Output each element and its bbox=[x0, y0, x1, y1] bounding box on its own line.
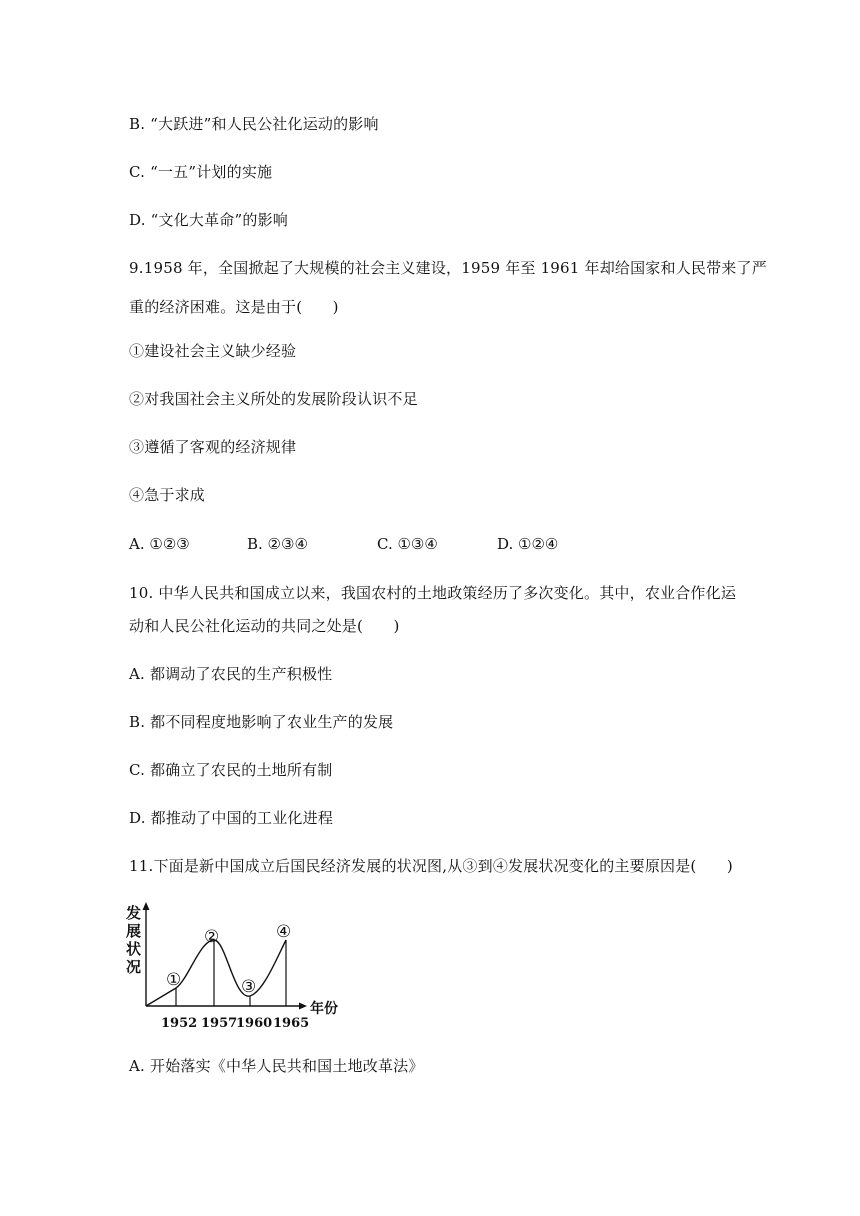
y-axis-label-char-4: 况 bbox=[126, 958, 142, 976]
point-label-1: ① bbox=[166, 970, 182, 990]
q8-option-b: B. “大跃进”和人民公社化运动的影响 bbox=[129, 115, 379, 133]
x-tick-1965: 1965 bbox=[273, 1016, 310, 1031]
q9-item-3: ③遵循了客观的经济规律 bbox=[129, 438, 297, 456]
q10-stem-line2: 动和人民公社化运动的共同之处是( ) bbox=[129, 617, 400, 635]
q11-option-a: A. 开始落实《中华人民共和国土地改革法》 bbox=[129, 1057, 424, 1075]
y-axis-label-char-1: 发 bbox=[126, 904, 142, 922]
development-chart bbox=[118, 900, 358, 1035]
point-label-4: ④ bbox=[276, 922, 292, 942]
q10-option-a: A. 都调动了农民的生产积极性 bbox=[129, 665, 333, 683]
point-label-3: ③ bbox=[241, 977, 257, 997]
q10-option-b: B. 都不同程度地影响了农业生产的发展 bbox=[129, 713, 394, 731]
q8-option-c: C. “一五”计划的实施 bbox=[129, 163, 273, 181]
q9-stem-line2: 重的经济困难。这是由于( ) bbox=[129, 298, 339, 316]
q10-option-c: C. 都确立了农民的土地所有制 bbox=[129, 761, 333, 779]
q9-choice-d: D. ①②④ bbox=[497, 535, 559, 553]
q9-choice-b: B. ②③④ bbox=[247, 535, 308, 553]
x-tick-1952: 1952 bbox=[161, 1016, 198, 1031]
q8-option-d: D. “文化大革命”的影响 bbox=[129, 211, 288, 229]
x-tick-1960: 1960 bbox=[236, 1016, 273, 1031]
q10-option-d: D. 都推动了中国的工业化进程 bbox=[129, 809, 334, 827]
y-axis-arrow bbox=[143, 902, 150, 910]
q10-stem-line1: 10. 中华人民共和国成立以来，我国农村的土地政策经历了多次变化。其中，农业合作化运 bbox=[129, 584, 737, 602]
y-axis-label-char-3: 状 bbox=[126, 940, 142, 958]
q9-item-1: ①建设社会主义缺少经验 bbox=[129, 342, 297, 360]
point-label-2: ② bbox=[204, 927, 220, 947]
q9-choice-c: C. ①③④ bbox=[377, 535, 438, 553]
q11-stem: 11.下面是新中国成立后国民经济发展的状况图,从③到④发展状况变化的主要原因是( ) bbox=[129, 857, 733, 875]
q9-item-2: ②对我国社会主义所处的发展阶段认识不足 bbox=[129, 390, 418, 408]
y-axis-label-char-2: 展 bbox=[126, 922, 142, 940]
q9-item-4: ④急于求成 bbox=[129, 486, 206, 504]
x-axis-arrow bbox=[299, 1003, 307, 1010]
x-axis-label: 年份 bbox=[310, 1001, 338, 1017]
x-tick-1957: 1957 bbox=[201, 1016, 238, 1031]
q9-choice-a: A. ①②③ bbox=[129, 535, 190, 553]
q9-stem-line1: 9.1958 年，全国掀起了大规模的社会主义建设，1959 年至 1961 年却给国家和人民带来了严 bbox=[129, 259, 767, 277]
